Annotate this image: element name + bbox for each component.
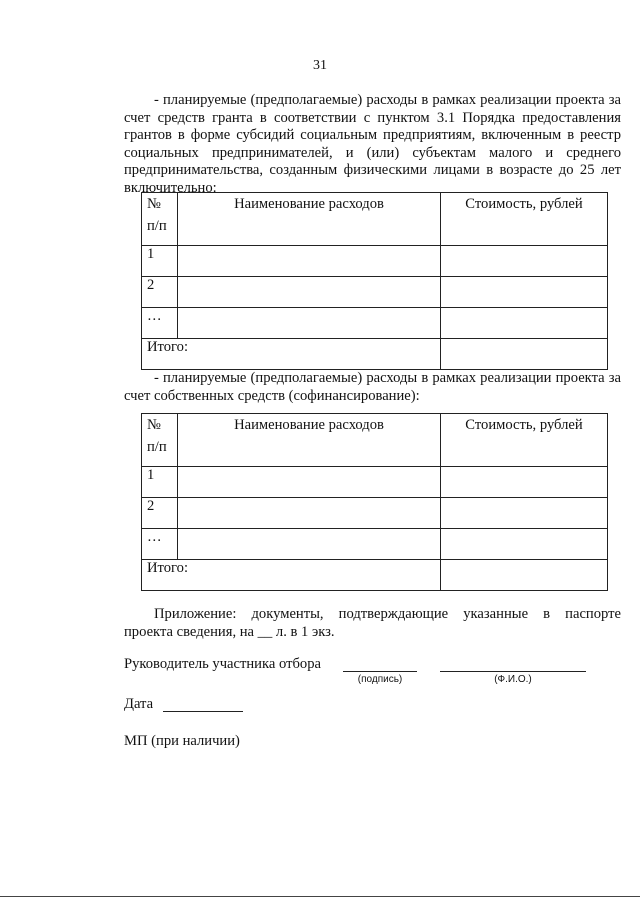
header-cost: Стоимость, рублей	[441, 193, 608, 246]
table-header-row	[142, 193, 608, 246]
table-row	[142, 246, 608, 277]
total-cost[interactable]	[441, 339, 608, 370]
table-row	[142, 277, 608, 308]
paragraph-own-funds-text: - планируемые (предполагаемые) расходы в рамках реализации проекта за счет собственных средств (софинансирование):	[124, 370, 621, 404]
paragraph-own-funds-expenses	[124, 370, 621, 405]
row-cost[interactable]	[441, 529, 608, 560]
header-number: № п/п	[142, 414, 178, 467]
total-cost[interactable]	[441, 560, 608, 591]
row-cost[interactable]	[441, 246, 608, 277]
date-line[interactable]	[163, 711, 243, 712]
stamp-label: МП (при наличии)	[124, 733, 240, 749]
signature-line[interactable]	[343, 671, 417, 672]
row-cost[interactable]	[441, 308, 608, 339]
page-number: 31	[313, 58, 327, 73]
table-row	[142, 467, 608, 498]
table-header-row	[142, 414, 608, 467]
row-expense-name[interactable]	[178, 498, 441, 529]
signature-label: Руководитель участника отбора	[124, 656, 321, 672]
header-cost: Стоимость, рублей	[441, 414, 608, 467]
row-cost[interactable]	[441, 467, 608, 498]
table-row	[142, 498, 608, 529]
row-number: …	[142, 308, 178, 339]
row-cost[interactable]	[441, 498, 608, 529]
full-name-caption: (Ф.И.О.)	[494, 674, 532, 685]
row-number: 2	[142, 277, 178, 308]
header-expense-name: Наименование расходов	[178, 414, 441, 467]
row-expense-name[interactable]	[178, 529, 441, 560]
total-label: Итого:	[142, 339, 441, 370]
footer-divider	[0, 896, 640, 897]
row-number: …	[142, 529, 178, 560]
paragraph-grant-text: - планируемые (предполагаемые) расходы в рамках реализации проекта за счет средств гранта в соответствии с пунктом 3.1 Порядка предоставления грантов в форме субсидий социальным предприятиям, включенным в реестр социальных предпринимателей, и (или) субъектам малого и среднего предпринимательства, созданным физическими лицами в возрасте до 25 лет включительно:	[124, 92, 621, 196]
date-label: Дата	[124, 696, 154, 712]
paragraph-grant-expenses	[124, 92, 621, 198]
row-cost[interactable]	[441, 277, 608, 308]
row-expense-name[interactable]	[178, 277, 441, 308]
header-number: № п/п	[142, 193, 178, 246]
table-row	[142, 529, 608, 560]
attachment-line-2: проекта сведения, на __ л. в 1 экз.	[124, 624, 335, 640]
row-expense-name[interactable]	[178, 467, 441, 498]
table-row	[142, 308, 608, 339]
grant-expenses-table	[141, 192, 608, 370]
row-expense-name[interactable]	[178, 308, 441, 339]
row-number: 1	[142, 467, 178, 498]
full-name-line[interactable]	[440, 671, 586, 672]
row-number: 2	[142, 498, 178, 529]
own-funds-expenses-table	[141, 413, 608, 591]
table-total-row	[142, 560, 608, 591]
signature-caption: (подпись)	[357, 674, 403, 685]
header-expense-name: Наименование расходов	[178, 193, 441, 246]
attachment-line-1: Приложение: документы, подтверждающие указанные в паспорте	[154, 606, 621, 622]
row-number: 1	[142, 246, 178, 277]
total-label: Итого:	[142, 560, 441, 591]
row-expense-name[interactable]	[178, 246, 441, 277]
table-total-row	[142, 339, 608, 370]
